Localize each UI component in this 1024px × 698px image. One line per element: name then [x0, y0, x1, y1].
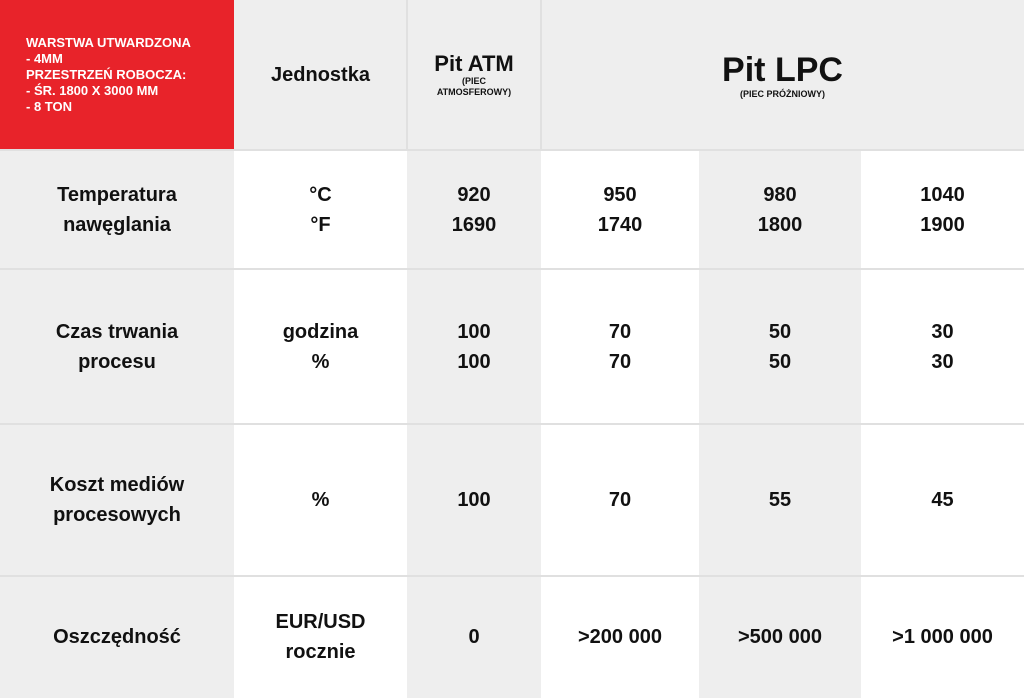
- atm-cell: [407, 150, 541, 269]
- lpc-cell: [861, 269, 1024, 424]
- row-label: [0, 150, 234, 269]
- corner-spec-cell: [0, 0, 234, 150]
- cell-value: 0: [468, 626, 480, 648]
- row-label-line: procesu: [78, 350, 156, 373]
- row-label-line: Koszt mediów: [49, 474, 185, 496]
- row-label-line: nawęglania: [63, 213, 171, 236]
- unit-value: rocznie: [285, 641, 356, 663]
- unit-column-header: [234, 0, 407, 150]
- lpc-cell: [861, 150, 1024, 269]
- cell-value: 70: [608, 350, 632, 373]
- unit-value: godzina: [282, 320, 359, 343]
- lpc-cell: [541, 269, 699, 424]
- divider: [0, 149, 1024, 151]
- cell-value: 980: [763, 183, 797, 206]
- cell-value: 70: [608, 489, 632, 511]
- cell-value: >200 000: [578, 626, 662, 648]
- cell-value: 1040: [920, 183, 965, 206]
- divider: [406, 0, 408, 150]
- cell-value: 70: [608, 320, 632, 343]
- cell-value: 30: [931, 350, 954, 373]
- atm-subtitle: (PIEC: [461, 76, 486, 86]
- corner-line: WARSTWA UTWARDZONA: [26, 35, 191, 50]
- row-label-line: Oszczędność: [53, 626, 181, 648]
- cell-value: 100: [457, 320, 491, 343]
- divider: [540, 0, 542, 150]
- lpc-cell: [699, 576, 861, 698]
- row-label: [0, 576, 234, 698]
- atm-title: Pit ATM: [434, 51, 514, 76]
- divider: [0, 575, 1024, 577]
- cell-value: 1740: [597, 213, 643, 236]
- cell-value: 30: [931, 320, 954, 343]
- lpc-cell: [699, 150, 861, 269]
- atm-cell: [407, 576, 541, 698]
- cell-value: 50: [768, 350, 792, 373]
- divider: [0, 268, 1024, 270]
- lpc-cell: [699, 424, 861, 576]
- lpc-subtitle: (PIEC PRÓŻNIOWY): [740, 88, 825, 99]
- row-label-line: Czas trwania: [55, 320, 179, 343]
- lpc-cell: [699, 269, 861, 424]
- lpc-cell: [541, 424, 699, 576]
- corner-line: PRZESTRZEŃ ROBOCZA:: [26, 67, 187, 82]
- corner-line: - 4MM: [26, 51, 63, 66]
- row-label-line: Temperatura: [57, 183, 177, 206]
- unit-value: %: [311, 489, 330, 511]
- lpc-cell: [541, 150, 699, 269]
- corner-line: - ŚR. 1800 X 3000 MM: [26, 83, 159, 98]
- cell-value: 100: [457, 489, 491, 511]
- unit-value: EUR/USD: [275, 611, 366, 633]
- lpc-column-header: [541, 0, 1024, 150]
- unit-column-title: Jednostka: [271, 63, 370, 86]
- cell-value: 1800: [757, 213, 803, 236]
- unit-cell: [234, 150, 407, 269]
- lpc-cell: [861, 576, 1024, 698]
- cell-value: 1690: [451, 213, 497, 236]
- atm-cell: [407, 269, 541, 424]
- lpc-cell: [861, 424, 1024, 576]
- row-label: [0, 269, 234, 424]
- cell-value: 55: [768, 489, 792, 511]
- cell-value: 920: [457, 183, 491, 206]
- unit-value: %: [311, 350, 330, 373]
- cell-value: >1 000 000: [892, 626, 993, 648]
- row-label: [0, 424, 234, 576]
- lpc-title: Pit LPC: [722, 50, 843, 89]
- unit-cell: [234, 424, 407, 576]
- unit-cell: [234, 576, 407, 698]
- unit-value: °C: [309, 183, 332, 206]
- unit-value: °F: [310, 213, 331, 236]
- divider: [0, 423, 1024, 425]
- cell-value: 100: [457, 350, 491, 373]
- cell-value: 1900: [920, 213, 965, 236]
- row-label-line: procesowych: [53, 504, 181, 526]
- cell-value: 950: [603, 183, 637, 206]
- cell-value: 45: [931, 489, 954, 511]
- cell-value: 50: [768, 320, 792, 343]
- atm-cell: [407, 424, 541, 576]
- unit-cell: [234, 269, 407, 424]
- cell-value: >500 000: [738, 626, 822, 648]
- atm-column-header: [407, 0, 541, 150]
- lpc-cell: [541, 576, 699, 698]
- corner-line: - 8 TON: [26, 99, 72, 114]
- atm-subtitle: ATMOSFEROWY): [436, 87, 512, 97]
